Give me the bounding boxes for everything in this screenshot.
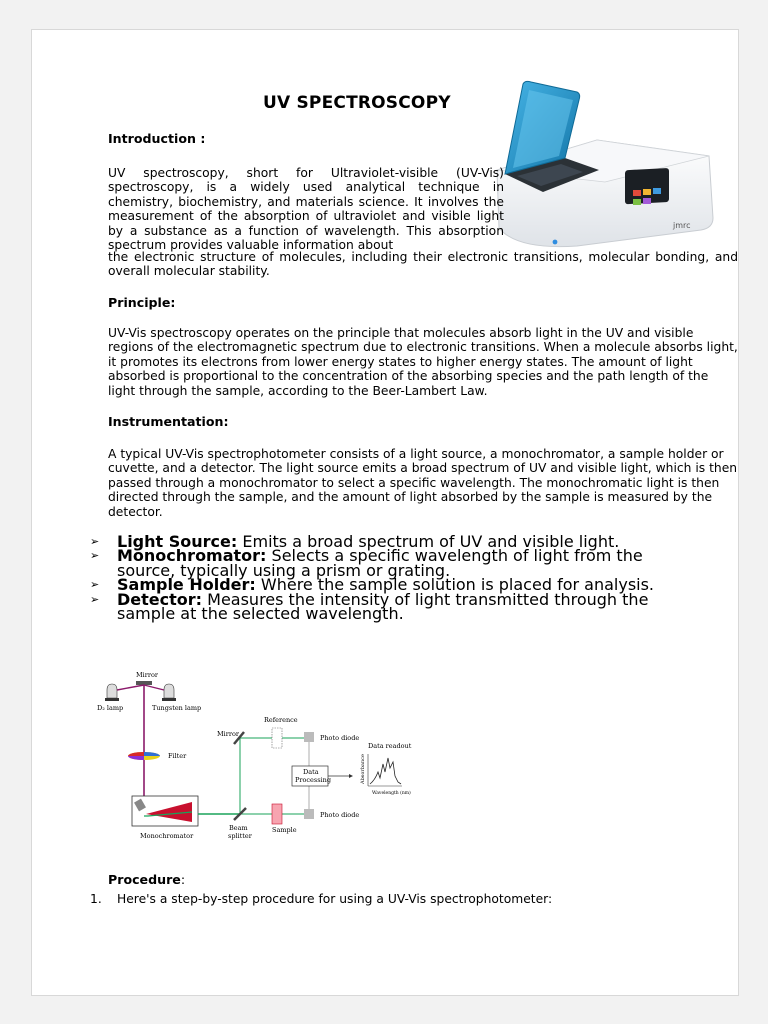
intro-paragraph-wrap: UV spectroscopy, short for Ultraviolet-visible (UV-Vis) spectroscopy, is a widely used analytical technique in chemistry, biochemistry, and materials science. It involves the measurement of the absorption of ultraviolet and visible light by a substance as a function of wavelength. This absorption spectrum provides valuable information about [108, 166, 504, 253]
instrumentation-paragraph: A typical UV-Vis spectrophotometer consists of a light source, a monochromator, a sample holder or cuvette, and a detector. The light source emits a broad spectrum of UV and visible light, which is then passed through a monochromator to select a specific wavelength. The monochromatic light is then directed through the sample, and the amount of light absorbed by the sample is measured by the detector. [108, 447, 738, 519]
brand-label: jmrc [673, 221, 691, 230]
page-title: UV SPECTROSCOPY [263, 93, 451, 113]
label-wavelength: Wavelength (nm) [372, 791, 411, 796]
instrumentation-heading: Instrumentation: [108, 414, 229, 429]
list-number: 1. [90, 892, 102, 906]
label-d2-lamp: D₂ lamp [97, 704, 124, 712]
label-photo-diode-top: Photo diode [320, 734, 360, 742]
list-item [90, 589, 700, 624]
label-data-readout: Data readout [368, 742, 412, 750]
procedure-heading-colon: : [180, 872, 186, 887]
d2-lamp-icon [105, 684, 119, 701]
principle-heading: Principle: [108, 295, 176, 310]
label-mirror-top: Mirror [136, 671, 158, 679]
label-photo-diode-bottom: Photo diode [320, 811, 360, 819]
list-desc: Where the sample solution is placed for analysis. [255, 575, 655, 595]
reference-cuvette [272, 728, 282, 748]
label-monochromator: Monochromator [140, 832, 194, 840]
label-beam-2: splitter [228, 832, 252, 840]
arrow-bullet-icon: ➢ [90, 535, 100, 548]
intro-paragraph-full: the electronic structure of molecules, including their electronic transitions, molecular bonding, and overall molecular stability. [108, 250, 738, 279]
list-term: Detector: [117, 589, 203, 609]
list-text: Here's a step-by-step procedure for using a UV-Vis spectrophotometer: [117, 892, 553, 906]
photo-diode-bottom [304, 809, 314, 819]
procedure-list [90, 892, 552, 906]
procedure-heading-text: Procedure [108, 872, 181, 887]
label-reference: Reference [264, 716, 298, 724]
list-term: Light Source: [117, 532, 238, 551]
label-mirror-left: Mirror [217, 730, 239, 738]
tungsten-lamp-icon [162, 684, 176, 701]
label-filter: Filter [168, 752, 187, 760]
label-beam-1: Beam [229, 824, 248, 832]
component-list [90, 532, 700, 624]
list-item [90, 892, 552, 906]
arrow-bullet-icon: ➢ [90, 549, 100, 563]
label-absorbance: Absorbance [360, 754, 366, 784]
list-desc: Selects a specific wavelength of light from the source, typically using a prism or grating. [117, 546, 643, 580]
photo-diode-top [304, 732, 314, 742]
label-sample: Sample [272, 826, 297, 834]
sample-cuvette [272, 804, 282, 824]
document-page [31, 29, 739, 996]
principle-paragraph: UV-Vis spectroscopy operates on the principle that molecules absorb light in the UV and visible regions of the electromagnetic spectrum due to electronic transitions. When a molecule absorbs light, it promotes its electrons from lower energy states to higher energy states. The amount of light absorbed is proportional to the concentration of the absorbing species and the path length of the light through the sample, according to the Beer-Lambert Law. [108, 326, 738, 398]
arrow-bullet-icon: ➢ [90, 578, 100, 592]
top-mirror-shape [136, 681, 152, 685]
list-term: Monochromator: [117, 546, 267, 566]
label-data-processing-2: Processing [295, 776, 331, 784]
label-tungsten: Tungsten lamp [152, 704, 202, 712]
spectrophotometer-image [477, 78, 717, 248]
label-data-processing-1: Data [303, 768, 319, 776]
spectrophotometer-diagram [82, 668, 412, 843]
spectrum-curve [370, 758, 401, 784]
list-term: Sample Holder: [117, 575, 256, 595]
list-desc: Measures the intensity of light transmitted through the sample at the selected wavelength. [117, 589, 649, 624]
arrow-bullet-icon: ➢ [90, 592, 100, 606]
list-desc: Emits a broad spectrum of UV and visible light. [237, 532, 620, 551]
procedure-heading [108, 873, 185, 887]
list-item [90, 546, 700, 580]
intro-heading: Introduction : [108, 131, 206, 146]
